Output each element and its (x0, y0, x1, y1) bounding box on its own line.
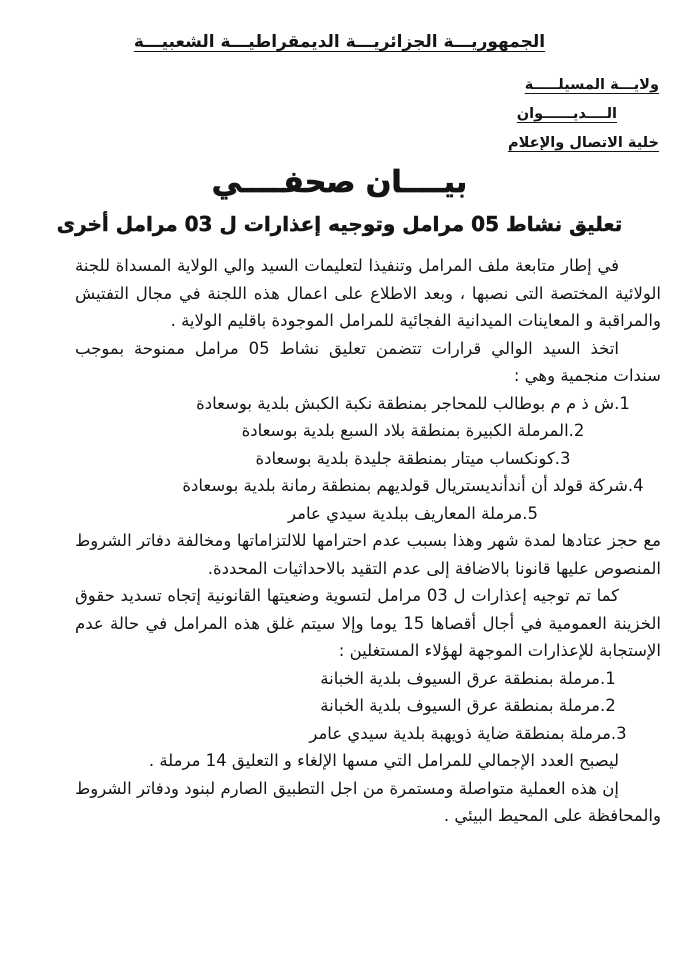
list-item: 1.مرملة بمنطقة عرق السيوف بلدية الخبانة (320, 668, 616, 688)
warnings-paragraph: كما تم توجيه إعذارات ل 03 مرامل لتسوية وضعيتها القانونية إتجاه تسديد حقوق الخزينة العمومية في أجال أقصاها 15 يوما وإلا سيتم غلق هذه المرامل في حالة عدم الإستجابة للإعذارات الموجهة لهؤلاء المستغلين : (75, 586, 661, 660)
intro-paragraph: في إطار متابعة ملف المرامل وتنفيذا لتعليمات السيد والي الولاية المسداة للجنة الولائية المختصة التى نصبها ، وبعد الاطلاع على اعمال هذه اللجنة في مجال التفتيش والمراقبة و المعاينات الميدانية الفجائية للمرامل الموجودة باقليم الولاية . (75, 256, 661, 330)
republic-header: الجمهوريـــة الجزائريـــة الديمقراطيـــة الشعبيـــة (133, 32, 546, 52)
media-cell-name: خلية الاتصال والإعلام (507, 135, 659, 151)
list-item: 2.المرملة الكبيرة بمنطقة بلاد السبع بلدية بوسعادة (241, 421, 585, 440)
closing-paragraph: إن هذه العملية متواصلة ومستمرة من اجل التطبيق الصارم لبنود ودفاتر الشروط والمحافظة على المحيط البيئي . (75, 778, 661, 825)
seizure-paragraph: مع حجز عتادها لمدة شهر وهذا بسبب عدم احترامها للالتزاماتها ومخالفة دفاتر الشروط المنصوص عليها قانونا بالاضافة إلى عدم التقيد بالاحداثيات المحددة. (75, 531, 661, 578)
press-release-subtitle: تعليق نشاط 05 مرامل وتوجيه إعذارات ل 03 مرامل أخرى (56, 212, 623, 236)
decision-paragraph: اتخذ السيد الوالي قرارات تتضمن تعليق نشاط 05 مرامل ممنوحة بموجب سندات منجمية وهي : (75, 338, 661, 385)
wilaya-name: ولايـــة المسيلـــــة (524, 77, 659, 93)
list-item: 4.شركة قولد أن أندأنديستريال قولديهم بمنطقة رمانة بلدية بوسعادة (182, 476, 644, 495)
total-paragraph: ليصبح العدد الإجمالي للمرامل التي مسها الإلغاء و التعليق 14 مرملة . (148, 751, 619, 770)
list-item: 2.مرملة بمنطقة عرق السيوف بلدية الخبانة (320, 696, 616, 715)
office-name: الــــديــــــوان (516, 106, 617, 122)
warned-quarries-list (275, 665, 661, 748)
list-item: 1.ش ذ م م بوطالب للمحاجر بمنطقة نكبة الكبش بلدية بوسعادة (196, 393, 630, 413)
list-item: 3.كونكساب ميتار بمنطقة جليدة بلدية بوسعادة (255, 448, 571, 468)
press-release-title: بيــــان صحفــــي (211, 165, 468, 200)
list-item: 5.مرملة المعاريف ببلدية سيدي عامر (288, 503, 538, 523)
suspended-quarries-list (165, 390, 661, 528)
press-release-body (0, 236, 679, 830)
list-item: 3.مرملة بمنطقة ضاية ذويهبة بلدية سيدي عامر (309, 723, 627, 743)
administration-block (0, 52, 679, 151)
